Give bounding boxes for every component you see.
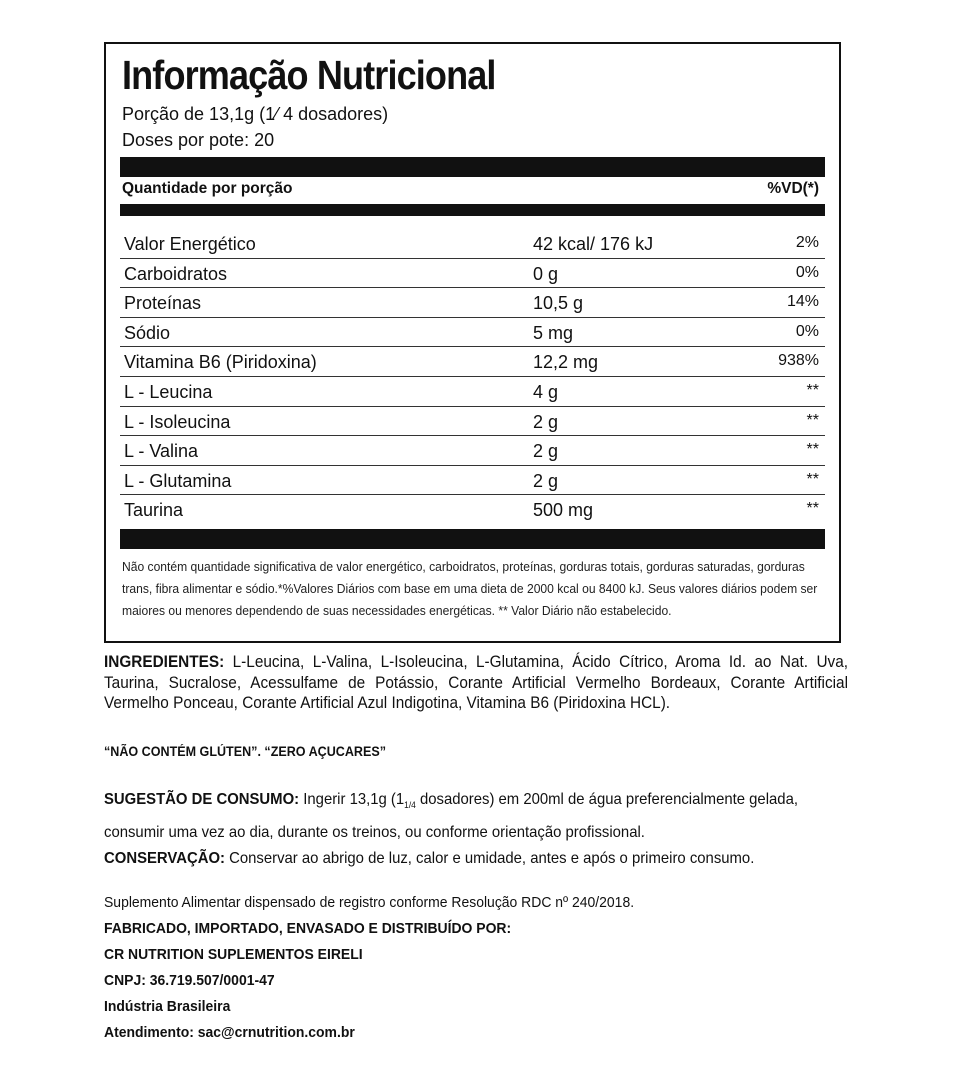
nutrient-dv: 14%: [786, 293, 819, 311]
nutrient-amount: 2 g: [533, 411, 559, 432]
ingredients-label: INGREDIENTES:: [104, 653, 225, 671]
nutrient-row: [120, 377, 825, 407]
nutrient-name: L - Leucina: [124, 381, 213, 402]
panel-footnote: Não contém quantidade significativa de valor energético, carboidratos, proteínas, gorduras totais, gorduras saturadas, gorduras trans, fibra alimentar e sódio.*%Valores Diários com base em uma dieta de 2000 kcal ou 8400 kJ. Seus valores diários podem ser maiores ou menores dependendo de suas necessidades energéticas. ** Valor Diário não estabelecido.: [122, 559, 818, 618]
nutrient-name: L - Isoleucina: [124, 411, 231, 432]
nutrient-amount: 42 kcal/ 176 kJ: [533, 234, 654, 254]
nutrient-row: [120, 229, 825, 259]
nutrient-dv: 938%: [778, 352, 819, 370]
nutrient-amount: 10,5 g: [533, 293, 584, 314]
nutrient-amount: 5 mg: [533, 322, 574, 343]
nutrient-row: [120, 318, 825, 348]
suggestion-text-after: dosadores) em 200ml de água preferencialmente gelada, consumir uma vez ao dia, durante os treinos, ou conforme orientação profissional.: [104, 791, 798, 842]
nutrient-dv: **: [806, 381, 819, 399]
ingredients-text: L-Leucina, L-Valina, L-Isoleucina, L-Glutamina, Ácido Cítrico, Aroma Id. ao Nat. Uva, Taurina, Sucralose, Acessulfame de Potássio, Corante Artificial Vermelho Bordeaux, Corante Artificial Vermelho Ponceau, Corante Artificial Azul Indigotina, Vitamina B6 (Piridoxina HCL).: [104, 653, 849, 712]
nutrient-dv: **: [806, 411, 819, 429]
nutrient-amount: 2 g: [533, 470, 559, 491]
nutrient-amount: 12,2 mg: [533, 352, 599, 373]
nutrient-amount: 4 g: [533, 381, 559, 402]
nutrient-name: Vitamina B6 (Piridoxina): [124, 352, 317, 373]
nutrient-amount: 500 mg: [533, 500, 594, 521]
nutrient-name: L - Glutamina: [124, 470, 232, 491]
nutrient-row: [120, 466, 825, 496]
company-name: CR NUTRITION SUPLEMENTOS EIRELI: [104, 946, 363, 963]
conservation-section: [104, 850, 754, 868]
company-cnpj: CNPJ: 36.719.507/0001-47: [104, 972, 275, 989]
nutrient-name: Taurina: [124, 500, 184, 521]
nutrition-facts-panel: [104, 42, 841, 643]
nutrient-name: L - Valina: [124, 441, 199, 462]
nutrient-dv: 0%: [795, 263, 819, 281]
nutrient-row: [120, 288, 825, 318]
suggestion-section: [104, 786, 848, 847]
footer-section: [104, 890, 634, 1046]
nutrient-row: [120, 436, 825, 466]
quantity-header: Quantidade por porção: [122, 180, 293, 197]
divider-bar: [120, 204, 825, 216]
support-email: sac@crnutrition.com.br: [197, 1024, 355, 1041]
manufacturer-heading: FABRICADO, IMPORTADO, ENVASADO E DISTRIBUÍDO POR:: [104, 920, 512, 937]
nutrient-row: [120, 347, 825, 377]
suggestion-label: SUGESTÃO DE CONSUMO:: [104, 791, 300, 808]
nutrient-row: [120, 495, 825, 525]
nutrient-table: [120, 229, 825, 525]
nutrient-row: [120, 407, 825, 437]
nutrient-name: Proteínas: [124, 293, 202, 314]
suggestion-fraction: 1/4: [404, 800, 416, 811]
doses-per-container: Doses por pote: 20: [122, 130, 275, 150]
nutrient-dv: **: [806, 441, 819, 459]
nutrient-amount: 2 g: [533, 441, 559, 462]
portion-size: Porção de 13,1g (1⁄ 4 dosadores): [122, 104, 389, 124]
conservation-label: CONSERVAÇÃO:: [104, 850, 225, 867]
nutrient-dv: 2%: [795, 234, 819, 251]
support-line: [104, 1020, 634, 1046]
divider-bar: [120, 157, 825, 177]
nutrient-dv: 0%: [795, 322, 819, 340]
regulatory-line: Suplemento Alimentar dispensado de registro conforme Resolução RDC nº 240/2018.: [104, 894, 635, 911]
nutrient-name: Valor Energético: [124, 234, 256, 254]
nutrient-row: [120, 259, 825, 289]
nutrient-dv: **: [806, 500, 819, 518]
claims-text: “NÃO CONTÉM GLÚTEN”. “ZERO AÇUCARES”: [104, 744, 387, 759]
panel-title: Informação Nutricional: [122, 52, 496, 98]
origin-line: Indústria Brasileira: [104, 998, 231, 1015]
suggestion-text-before: Ingerir 13,1g (1: [303, 791, 405, 808]
ingredients-section: [104, 652, 848, 714]
nutrient-name: Carboidratos: [124, 263, 228, 284]
nutrient-name: Sódio: [124, 322, 171, 343]
dv-header: %VD(*): [767, 180, 819, 197]
support-label: Atendimento:: [104, 1024, 194, 1041]
divider-bar: [120, 529, 825, 549]
nutrient-dv: **: [806, 470, 819, 488]
conservation-text: Conservar ao abrigo de luz, calor e umidade, antes e após o primeiro consumo.: [229, 850, 755, 867]
nutrient-amount: 0 g: [533, 263, 559, 284]
